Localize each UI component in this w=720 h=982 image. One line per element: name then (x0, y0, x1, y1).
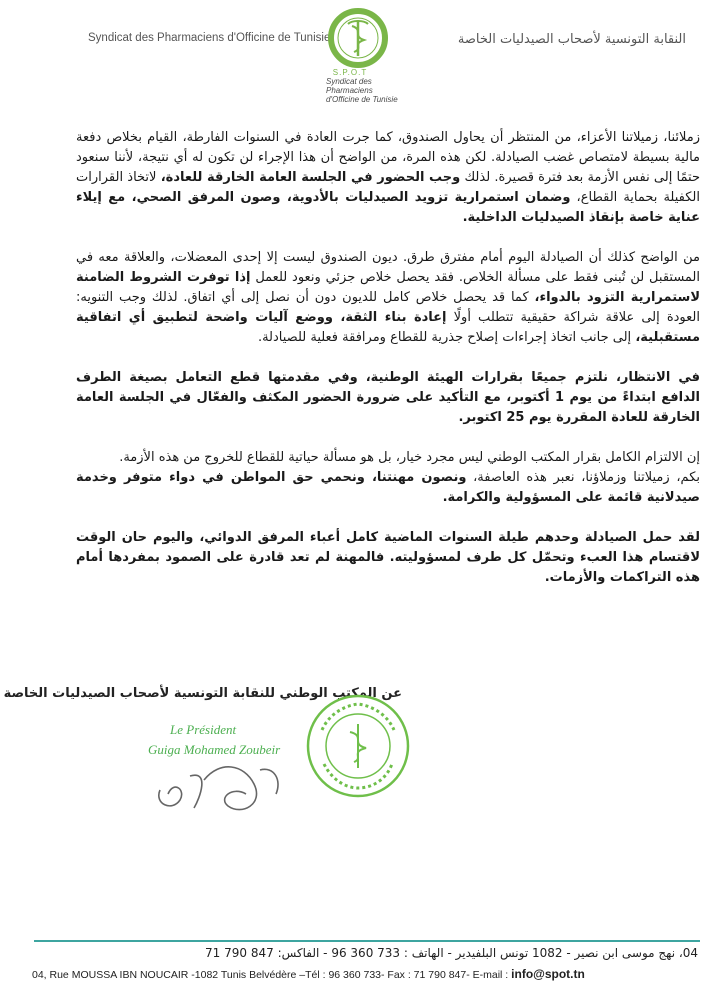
paragraph-3 (76, 368, 700, 428)
p2-text: من الواضح كذلك أن الصيادلة اليوم أمام مفترق طرق. ديون الصندوق ليست إلا إحدى المعضلات، والعلاقة معه في المستقبل لن تُبنى فقط على مسألة الخلاص. فقد يحصل خلاص جزئي ونعود للعمل (76, 250, 700, 285)
paragraph-1 (76, 128, 700, 228)
footer-email[interactable]: info@spot.tn (511, 967, 585, 981)
president-title: Le Président (170, 722, 237, 737)
p2-mid: كما قد يحصل خلاص كامل للديون دون أن نصل إلى أي اتفاق. لذلك وجب التنويه: العودة إلى علاقة شراكة حقيقية تتطلب أولًا (76, 290, 700, 325)
footer-arabic-address: 04، نهج موسى ابن نصير - 1082 تونس البلفيدير - الهاتف : 733 360 96 - الفاكس: 847 790 71 (205, 946, 698, 960)
paragraph-5 (76, 468, 700, 508)
president-name: Guiga Mohamed Zoubeir (148, 742, 281, 757)
paragraph-6 (76, 528, 700, 588)
p1-bold-2: وضمان استمرارية تزويد الصيدليات بالأدوية، وصون المرفق الصحي، مع إيلاء عناية خاصة بإنقاذ الصيدليات الداخلية. (76, 190, 700, 225)
header-arabic-name: النقابة التونسية لأصحاب الصيدليات الخاصة (457, 32, 686, 47)
handwritten-signature (150, 750, 290, 830)
p6-bold: لقد حمل الصيادلة وحدهم طيلة السنوات الماضية كامل أعباء المرفق الدوائي، واليوم حان الوقت لاقتسام هذا العبء وتحمّل كل طرف لمسؤوليته. فالمهنة لم تعد قادرة على الصمود بمفردها أمام هذه التراكمات والأزمات. (76, 530, 700, 585)
logo-caption-line2: d'Officine de Tunisie (326, 95, 398, 104)
p2-bold-2: إعادة بناء الثقة، ووضع آليات واضحة لتطبيق أي اتفاقية مستقبلية، (76, 310, 700, 345)
logo-acronym: S.P.O.T (332, 68, 368, 77)
footer-french-text: 04, Rue MOUSSA IBN NOUCAIR -1082 Tunis Belvédère –Tél : 96 360 733- Fax : 71 790 847- E-mail : (32, 969, 512, 981)
official-stamp (302, 690, 414, 802)
p1-bold-1: وجب الحضور في الجلسة العامة الخارقة للعادة، (160, 170, 461, 185)
p5-bold: ونصون مهنتنا، ونحمي حق المواطن في دواء متوفر وخدمة صيدلانية قائمة على المسؤولية والكرامة. (76, 470, 700, 505)
p2-bold-1: إذا توفرت الشروط الضامنة لاستمرارية التزود بالدواء، (76, 270, 701, 305)
footer-divider (34, 940, 700, 942)
p5-text: بكم، زميلاتنا وزملاؤنا، نعبر هذه العاصفة، (466, 470, 700, 485)
p1-mid: لاتخاذ القرارات الكفيلة بحماية القطاع، (76, 170, 700, 205)
paragraph-4: إن الالتزام الكامل بقرار المكتب الوطني ليس مجرد خيار، بل هو مسألة حياتية للقطاع للخروج من هذه الأزمة. (119, 450, 700, 465)
signature-arabic: عن المكتب الوطني للنقابة التونسية لأصحاب الصيدليات الخاصة (3, 686, 402, 701)
header-french-name: Syndicat des Pharmaciens d'Officine de Tunisie (88, 32, 331, 44)
p1-text: زملائنا، زميلاتنا الأعزاء، من المنتظر أن يحاول الصندوق، كما جرت العادة في السنوات الفارطة، القيام بخلاص دفعة مالية بسيطة لامتصاص غضب الصيادلة. لكن هذه المرة، من الواضح أن هذا الإجراء لن تكون له أي نتيجة، لأننا سنعود حتمًا إلى نفس الأزمة بعد فترة قصيرة. لذلك (76, 130, 700, 185)
p3-bold: في الانتظار، نلتزم جميعًا بقرارات الهيئة الوطنية، وفي مقدمتها قطع التعامل بصيغة الطرف الدافع ابتداءً من يوم 1 أكتوبر، مع التأكيد على ضرورة الحضور المكثف والفعّال في الجلسة العامة الخارقة للعادة المقررة يوم 25 اكتوبر. (76, 370, 700, 425)
letter-body (76, 128, 700, 608)
logo-caption-line1: Syndicat des Pharmaciens (326, 77, 373, 95)
paragraph-2 (76, 248, 700, 348)
p2-end: إلى جانب اتخاذ إجراءات إصلاح جذرية للقطاع ومرافقة فعلية للصيادلة. (257, 330, 636, 345)
logo-caption (326, 68, 416, 104)
footer-french-address (32, 967, 585, 981)
